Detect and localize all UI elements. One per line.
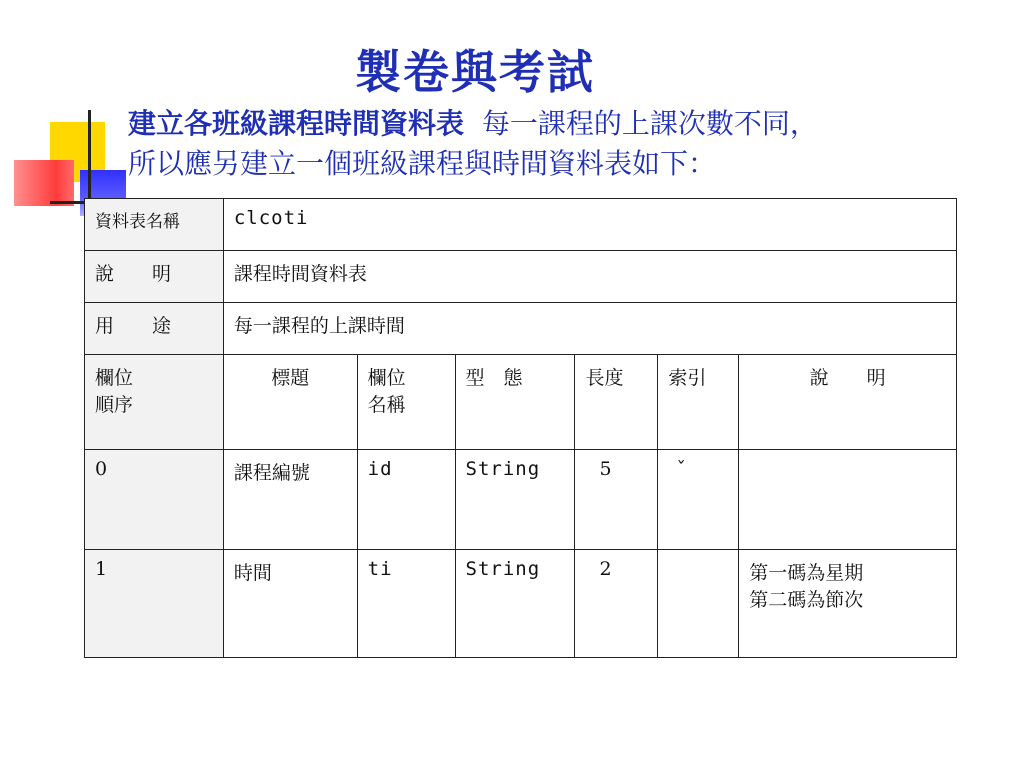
table-row [85, 550, 957, 658]
header-order [85, 355, 224, 450]
row1-index [658, 550, 739, 658]
subtitle-line1: 每一課程的上課次數不同， [481, 107, 818, 140]
header-index: 索引 [658, 355, 739, 450]
row0-desc [739, 450, 957, 550]
table-row-name [85, 199, 957, 251]
use-label: 用 途 [85, 303, 224, 355]
row0-length: 5 [575, 450, 658, 550]
row0-field: id [357, 450, 455, 550]
header-order-line2: 順序 [95, 394, 134, 416]
name-value: clcoti [223, 199, 956, 251]
subtitle-line2: 所以應另建立一個班級課程與時間資料表如下： [128, 147, 717, 180]
decor-red-square [14, 160, 74, 206]
row1-field: ti [357, 550, 455, 658]
schema-table [84, 198, 957, 658]
table-header-row [85, 355, 957, 450]
header-order-line1: 欄位 [95, 367, 134, 389]
header-field-line1: 欄位 [367, 367, 406, 389]
row1-length: 2 [575, 550, 658, 658]
row1-desc-line1: 第一碼為星期 [749, 562, 864, 584]
slide-subtitle [128, 104, 988, 184]
header-desc: 說 明 [739, 355, 957, 450]
row1-title: 時間 [223, 550, 357, 658]
desc-label: 說 明 [85, 251, 224, 303]
subtitle-heading: 建立各班級課程時間資料表 [128, 107, 465, 140]
row0-title: 課程編號 [223, 450, 357, 550]
table-row [85, 450, 957, 550]
header-title: 標題 [223, 355, 357, 450]
table-row-use [85, 303, 957, 355]
row1-desc [739, 550, 957, 658]
row0-index: ˇ [658, 450, 739, 550]
name-label: 資料表名稱 [85, 199, 224, 251]
row1-desc-line2: 第二碼為節次 [749, 589, 864, 611]
header-field-line2: 名稱 [367, 394, 406, 416]
slide-title: 製卷與考試 [355, 45, 595, 99]
use-value: 每一課程的上課時間 [223, 303, 956, 355]
row1-order: 1 [85, 550, 224, 658]
header-field [357, 355, 455, 450]
header-length: 長度 [575, 355, 658, 450]
row0-order: 0 [85, 450, 224, 550]
row1-type: String [455, 550, 575, 658]
row0-type: String [455, 450, 575, 550]
header-type: 型 態 [455, 355, 575, 450]
table-row-desc [85, 251, 957, 303]
desc-value: 課程時間資料表 [223, 251, 956, 303]
